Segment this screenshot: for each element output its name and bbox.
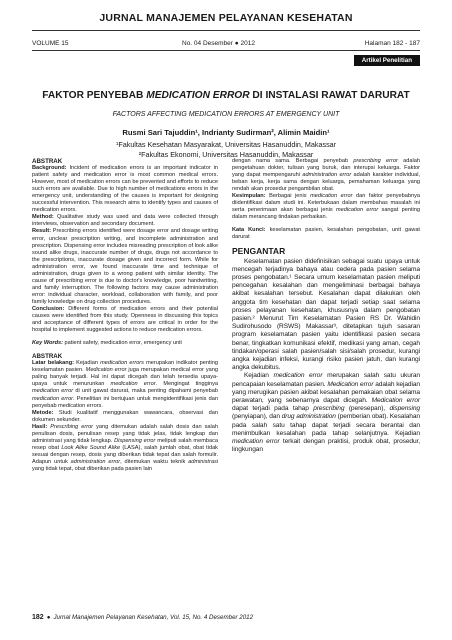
volume-label: VOLUME 15 xyxy=(32,40,69,47)
paper-title xyxy=(20,90,432,101)
authors: Rusmi Sari Tajuddin¹, Indrianty Sudirman², Alimin Maidin¹ xyxy=(122,128,330,137)
intro-p2-d: dapat terjadi pada tahap xyxy=(232,405,314,413)
abstract-id-continuation xyxy=(232,158,420,193)
intro-p2-term-2: Medication error xyxy=(327,380,374,388)
intro-p2-term-6: drug administration xyxy=(281,413,336,421)
intro-p2-term-4: prescribing xyxy=(313,405,345,413)
latar-text-e: di unit gawat darurat, maka penting dipahami penyebab xyxy=(73,388,218,395)
footer-page-number: 182 xyxy=(32,614,44,621)
hasil-term-5: administrasi xyxy=(188,458,218,465)
issue-label: No. 04 Desember ● 2012 xyxy=(182,40,255,47)
journal-title: JURNAL MANAJEMEN PELAYANAN KESEHATAN xyxy=(99,12,353,24)
intro-p2-e: (peresepan), xyxy=(344,405,390,413)
intro-body xyxy=(232,258,420,455)
background-text: Incident of medication errors is an important indicator in patient safety and medication error is most common medical errors. However, most of medication errors can be prevented and efforts to reduce such errors are available. Due to high number of medications errors in the emergency unit, understanding of the causes is important for designing successful intervention. This research aims to identify types and causes of medication errors. xyxy=(32,165,218,214)
metode-text: Studi kualitatif menggunakan wawancara, observasi dan dokumen sekunder. xyxy=(32,409,218,423)
section-tag: Artikel Penelitian xyxy=(354,55,420,66)
intro-p2-term-1: medication error xyxy=(273,372,323,380)
hasil-text-f: yang tidak tepat, obat diberikan pada pasien lain xyxy=(32,465,153,472)
header-rule-top xyxy=(32,30,420,31)
abstract-en-conclusion xyxy=(32,306,218,334)
latar-label: Latar belakang: xyxy=(32,360,74,367)
latar-term-4: medication error xyxy=(32,388,74,395)
paper-subtitle: FACTORS AFFECTING MEDICATION ERRORS AT EMERGENCY UNIT xyxy=(112,111,340,118)
affiliation-2: ²Fakultas Ekonomi, Universitas Hasanuddin, Makassar xyxy=(138,150,314,159)
intro-p2-b: merupakan salah satu ukuran pencapaian keselamatan pasien. xyxy=(232,372,420,388)
cont-text-b: adalah pengetahuan dokter, tulisan yang buruk, dan interupsi keluarga. Faktor yang dapat mempengaruhi xyxy=(232,158,420,179)
intro-p2-a: Kejadian xyxy=(244,372,274,380)
keywords-text: patient safety, medication error, emergency unit xyxy=(62,340,182,347)
left-column xyxy=(32,158,218,473)
right-column xyxy=(232,158,420,454)
intro-p2-c: adalah kejadian yang merugikan pasien akibat kesalahan pemakaian obat selama perawatan, yang sebenarnya dapat dicegah. xyxy=(232,380,420,405)
abstract-en-keywords xyxy=(32,340,218,347)
hasil-term-1: Prescribing error xyxy=(50,423,94,430)
cont-term-1: prescribing error xyxy=(353,158,398,164)
footer-journal-reference: Jurnal Manajemen Pelayanan Kesehatan, Vol. 15, No. 4 Desember 2012 xyxy=(53,614,254,621)
abstract-id-hasil xyxy=(32,424,218,473)
abstract-id-kesimpulan xyxy=(232,193,420,221)
intro-paragraph-1: Keselamatan pasien didefinisikan sebagai suatu upaya untuk mencegah terjadinya bahaya atau cedera pada pasien selama proses pengobatan.¹ Secara umum keselamatan pasien meliputi pencegahan kesalahan dan mengeliminasi berbagai bahaya akibat kesalahan tersebut. Kesalahan dapat dilakukan oleh anggota tim kesehatan dan dapat terjadi setiap saat selama proses pelayanan kesehatan, khususnya dalam pengobatan pasien.² Menurut Tim Keselamatan Pasien RS Dr. Wahidin Sudirohusodo (RSWS) Makassar³, ditetapkan tujuh sasaran program keselamatan pasien yaitu identifikasi pasien secara benar, tingkatkan komunikasi efektif, medikasi yang aman, cegah tindakan/operasi salah pasien/salah sisi/salah prosedur, kurangi angka kejadian infeksi, kurangi risiko pasien jatuh, dan kurangi angka dekubitus. xyxy=(232,257,420,372)
latar-text-c: juga merupakan medical error yang paling banyak terjadi. Hal ini dapat dicegah dan telah tersedia upaya-upaya untuk menurunkan xyxy=(32,367,218,388)
conclusion-label: Conclusion: xyxy=(32,305,65,312)
kesimpulan-text-c: sangat penting dalam merancang tindakan perbaikan. xyxy=(232,207,420,221)
result-text: Prescribing errors identified were dosage error and dosage writing error, unclear prescription writing, and incomplete administration and prescription. Dispensing error includes misreading prescription of look alike sound alike drugs, inaccurate number of drugs, drugs not accordance to the prescriptions, inaccurate dosage given and incorrect form. While for administration error, we found inaccurate time and technique of administration, drugs given to a wrong patient with similar identity. The cause of prescribing error is due to doctor's knowledge, poor handwriting, and family interruption. The following factors may cause administration error: individual character, workload, collaboration with family, and poor family knowledge on drug collection procedures. xyxy=(32,228,218,305)
kesimpulan-term-1: medication error xyxy=(310,193,353,200)
hasil-label: Hasil: xyxy=(32,423,48,430)
keywords-label: Key Words: xyxy=(32,340,63,347)
result-label: Result: xyxy=(32,228,51,235)
latar-text-d: . Mengingat tingginya xyxy=(155,381,219,388)
latar-text-b: merupakan indikator penting keselamatan pasien. xyxy=(32,360,218,374)
cont-text-a: dengan nama sama. Berbagai penyebab xyxy=(232,158,354,164)
katakunci-text: keselamatan pasien, kesalahan pengobatan, unit gawat darurat xyxy=(232,227,420,241)
abstract-id-latar xyxy=(32,360,218,409)
intro-p2-f: (penyiapan), dan xyxy=(232,413,282,421)
page-footer xyxy=(32,614,420,621)
title-part-3: DI INSTALASI RAWAT DARURAT xyxy=(249,90,410,101)
kesimpulan-text-b: dan faktor penyebabnya diidentifikasi dalam studi ini. Keterbukaan dalam membahas masalah ini serta penerimaan akan berbagai jenis xyxy=(232,193,421,214)
intro-p2-h: terkait dengan praktisi, produk obat, prosedur, lingkungan xyxy=(232,438,421,454)
footer-bullet: ● xyxy=(46,614,51,621)
method-label: Method: xyxy=(32,214,54,221)
cont-term-2: administration error xyxy=(302,172,352,179)
kesimpulan-term-2: medication error xyxy=(336,207,379,214)
intro-paragraph-2 xyxy=(232,372,420,454)
method-text: Qualitative study was used and data were collected through interviews, observation and secondary document. xyxy=(32,214,218,228)
hasil-text-e: , ditemukan waktu teknik xyxy=(120,458,189,465)
hasil-term-4: administration error xyxy=(70,458,121,465)
intro-p2-term-7: medication error xyxy=(232,438,280,446)
latar-term-2: Medication error xyxy=(85,367,127,374)
hasil-text-c: meliputi salah membaca resep obat xyxy=(32,437,218,451)
background-label: Background: xyxy=(32,165,67,172)
latar-text-f: . Penelitian ini bertujuan untuk mengidentifikasi jenis dan penyebab medication errors. xyxy=(32,395,218,409)
abstract-en-result xyxy=(32,228,218,306)
kesimpulan-text-a: Berbagai jenis xyxy=(265,193,311,200)
latar-term-3: medication error xyxy=(110,381,156,388)
kesimpulan-label: Kesimpulan: xyxy=(232,193,266,200)
intro-p2-term-5: dispensing xyxy=(389,405,420,413)
hasil-text-d: (LASA), salah jumlah obat, obat tidak sesuai dengan resep, dosis yang diberikan tidak tepat dan salah formulir. Adapun untuk xyxy=(32,444,218,465)
katakunci-label: Kata Kunci: xyxy=(232,227,266,234)
latar-term-1: medication errors xyxy=(100,360,144,367)
title-part-2: MEDICATION ERROR xyxy=(146,90,250,101)
abstract-id-heading: ABSTRAK xyxy=(32,353,63,361)
abstract-id-metode xyxy=(32,410,218,424)
abstract-en-method xyxy=(32,214,218,228)
header-rule-bottom xyxy=(32,50,420,51)
intro-p2-term-3: Medication error xyxy=(371,397,420,405)
page-range-label: Halaman 182 - 187 xyxy=(364,40,420,47)
latar-text-a: Kejadian xyxy=(73,360,101,367)
hasil-term-2: Dispensing error xyxy=(114,437,156,444)
intro-heading: PENGANTAR xyxy=(232,245,286,256)
hasil-term-3: Look Alike Sound Alike xyxy=(61,444,121,451)
latar-term-5: medication error xyxy=(32,395,74,402)
metode-label: Metode: xyxy=(32,409,54,416)
hasil-text-b: yang ditemukan adalah salah dosis dan salah penulisan dosis, penulisan resep yang tidak jelas, tidak lengkap dan administrasi yang tidak lengkap. xyxy=(32,423,218,444)
intro-p2-g: (pemberian obat). Kesalahan pada salah satu tahap dapat terjadi secara berantai dan menimbulkan kesalahan pada tahap selanjutnya. Kejadian xyxy=(232,413,421,437)
abstract-en-heading: ABSTRAK xyxy=(32,158,63,165)
title-part-1: FAKTOR PENYEBAB xyxy=(42,90,147,101)
abstract-en-background xyxy=(32,165,218,214)
cont-text-c: adalah karakter individual, beban kerja, kerja sama dengan keluarga, pemahaman keluarga yang rendah akan prosedur pengambilan obat. xyxy=(232,172,421,193)
affiliation-1: ¹Fakultas Kesehatan Masyarakat, Universitas Hasanuddin, Makassar xyxy=(115,140,337,149)
abstract-id-katakunci xyxy=(232,227,420,241)
conclusion-text: Different forms of medication errors and their potential causes were identified from this study. Openness in discussing this topics and acceptance of different types of errors are critical in order for the hospital to implement suggested actions to reduce medication errors. xyxy=(32,305,218,334)
